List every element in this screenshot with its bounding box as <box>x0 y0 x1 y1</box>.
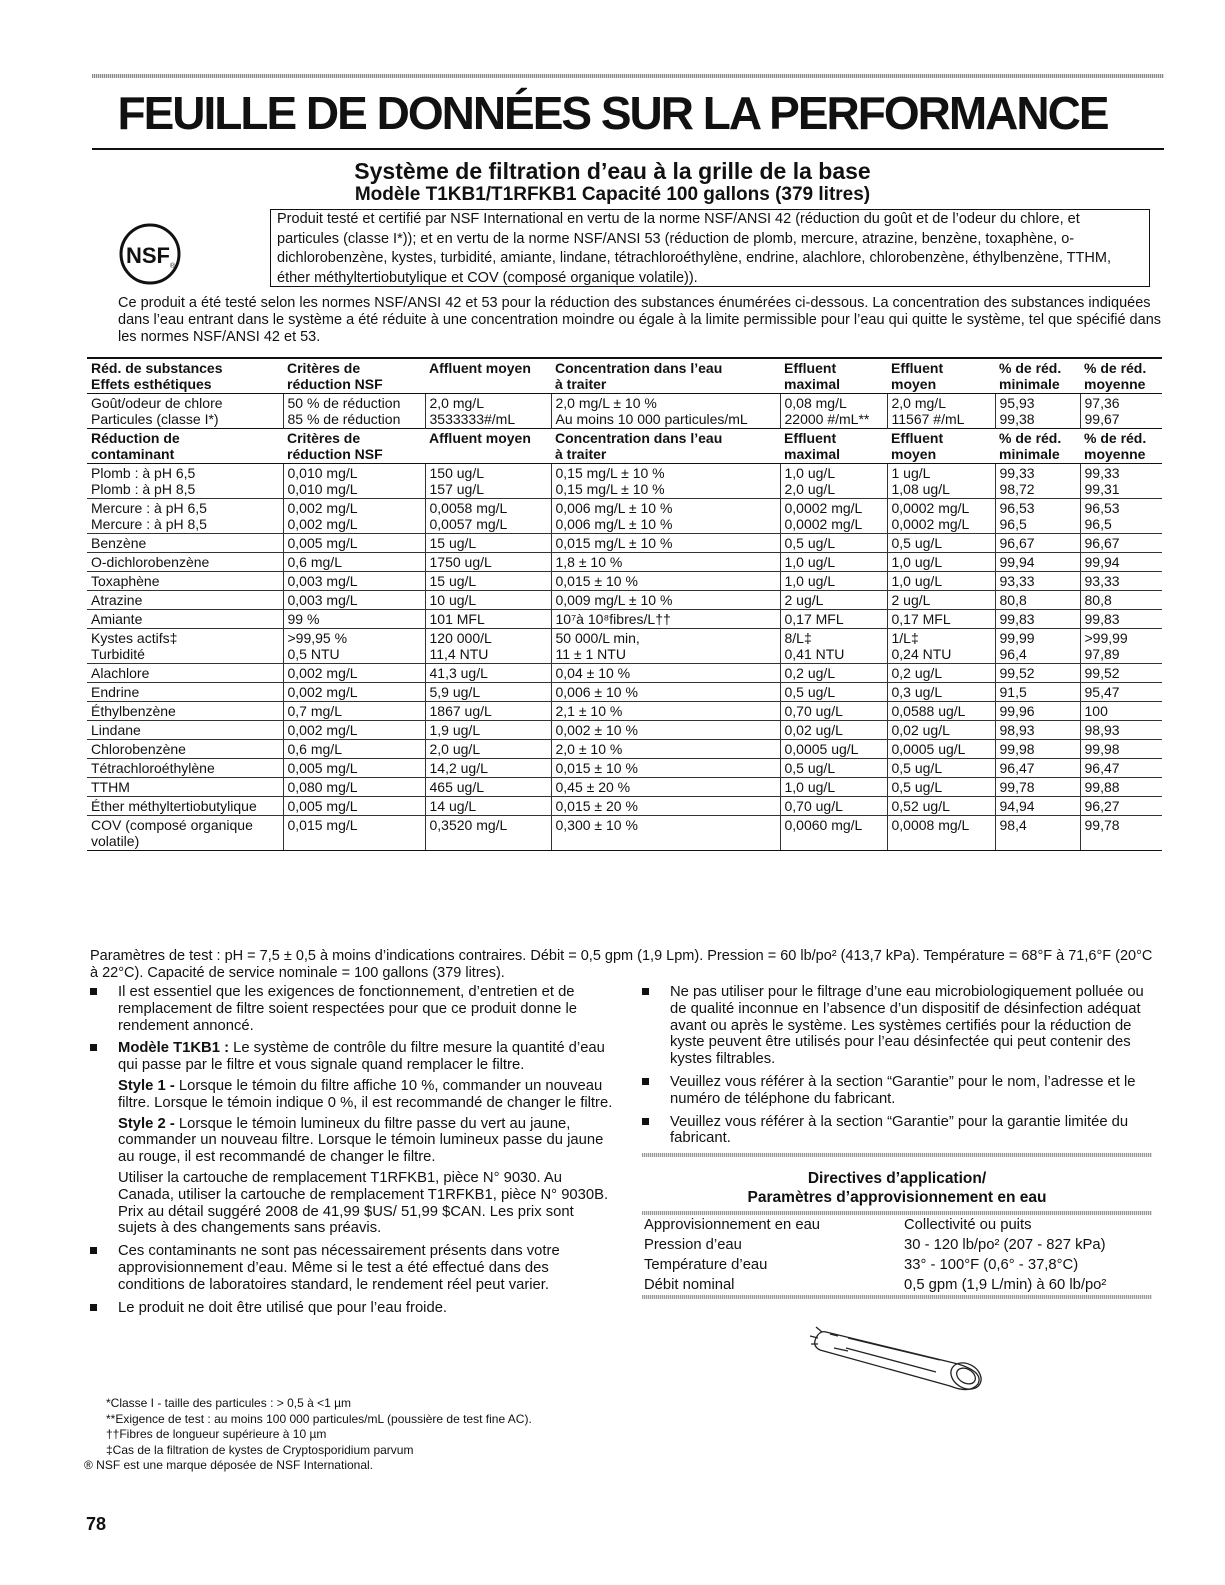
application-parameters-table <box>642 1215 1152 1295</box>
table-cell: 94,94 <box>995 797 1080 816</box>
table-cell: Chlorobenzène <box>87 740 283 759</box>
bullet-square-icon <box>90 1044 97 1051</box>
footnote: *Classe I - taille des particules : > 0,5 à <1 µm <box>106 1396 352 1410</box>
table-cell: Amiante <box>87 610 283 629</box>
table-cell: 98,4 <box>995 816 1080 851</box>
table-header-cell: Concentration dans l’eau à traiter <box>551 429 780 464</box>
table-cell: 0,005 mg/L <box>283 759 425 778</box>
intro-paragraph: Ce produit a été testé selon les normes NSF/ANSI 42 et 53 pour la réduction des substances énumérées ci-dessous. La concentration des substances indiquées dans l’eau entrant dans le système a été réduite à une concentration moindre ou égale à la limite permissible pour l’eau qui quitte le système, tel que spécifié dans les normes NSF/ANSI 42 et 53. <box>118 295 1162 345</box>
table-cell: 98,93 <box>995 721 1080 740</box>
table-cell: 2 ug/L <box>887 591 995 610</box>
table-header-cell: Concentration dans l’eau à traiter <box>551 358 780 394</box>
table-cell: 2,0 mg/L 11567 #/mL <box>887 394 995 429</box>
table-cell: 96,53 96,5 <box>1080 499 1162 534</box>
parameter-label: Pression d’eau <box>644 1237 742 1254</box>
table-cell: 14,2 ug/L <box>425 759 551 778</box>
table-cell: 99,52 <box>1080 664 1162 683</box>
table-cell: 0,6 mg/L <box>283 740 425 759</box>
table-cell: 1867 ug/L <box>425 702 551 721</box>
table-cell: 0,0005 ug/L <box>780 740 887 759</box>
application-parameter-row <box>642 1215 1152 1235</box>
table-header-row <box>87 358 1162 394</box>
table-cell: 99,96 <box>995 702 1080 721</box>
table-cell: 96,47 <box>995 759 1080 778</box>
table-cell: 0,006 ± 10 % <box>551 683 780 702</box>
table-cell: 0,17 MFL <box>780 610 887 629</box>
certification-box: Produit testé et certifié par NSF International en vertu de la norme NSF/ANSI 42 (réduction du goût et de l’odeur du chlore, et particules (classe I*)); et en vertu de la norme NSF/ANSI 53 (réduction de plomb, mercure, atrazine, benzène, toxaphène, o-dichlorobenzène, kystes, turbidité, amiante, lindane, tétrachloroéthylène, endrine, alachlore, chlorobenzène, éthylbenzène, TTHM, éther méthyltertiobutylique et COV (composé organique volatile)). <box>270 209 1150 287</box>
table-cell: 0,5 ug/L <box>887 759 995 778</box>
table-cell: 0,08 mg/L 22000 #/mL** <box>780 394 887 429</box>
table-cell: 99,98 <box>1080 740 1162 759</box>
table-header-cell: Affluent moyen <box>425 429 551 464</box>
table-cell: 2,0 mg/L 3533333#/mL <box>425 394 551 429</box>
table-cell: 0,015 mg/L <box>283 816 425 851</box>
table-cell: Benzène <box>87 534 283 553</box>
table-row <box>87 664 1162 683</box>
table-row <box>87 816 1162 851</box>
table-cell: 1/L‡ 0,24 NTU <box>887 629 995 664</box>
table-cell: 0,3 ug/L <box>887 683 995 702</box>
table-cell: 0,080 mg/L <box>283 778 425 797</box>
system-subtitle: Système de filtration d’eau à la grille de la base <box>354 158 871 184</box>
table-header-cell: % de réd. moyenne <box>1080 358 1162 394</box>
bullet-square-icon <box>642 1118 649 1125</box>
table-cell: 1,0 ug/L <box>887 553 995 572</box>
table-cell: 99,98 <box>995 740 1080 759</box>
table-cell: 99 % <box>283 610 425 629</box>
table-row <box>87 778 1162 797</box>
table-cell: Atrazine <box>87 591 283 610</box>
table-cell: 96,47 <box>1080 759 1162 778</box>
table-header-row <box>87 429 1162 464</box>
table-cell: 99,88 <box>1080 778 1162 797</box>
parameter-value: 33° - 100°F (0,6° - 37,8°C) <box>904 1257 1079 1274</box>
right-column <box>642 984 1152 1299</box>
table-cell: 15 ug/L <box>425 534 551 553</box>
table-header-cell: Effluent maximal <box>780 358 887 394</box>
table-cell: 99,94 <box>995 553 1080 572</box>
parameter-value: 30 - 120 lb/po² (207 - 827 kPa) <box>904 1237 1106 1254</box>
table-cell: 96,27 <box>1080 797 1162 816</box>
bullet-square-icon <box>90 1304 97 1311</box>
table-cell: 0,002 mg/L 0,002 mg/L <box>283 499 425 534</box>
table-cell: 0,0002 mg/L 0,0002 mg/L <box>780 499 887 534</box>
table-cell: 0,0005 ug/L <box>887 740 995 759</box>
test-parameters: Paramètres de test : pH = 7,5 ± 0,5 à moins d’indications contraires. Débit = 0,5 gpm (1,9 Lpm). Pression = 60 lb/po² (413,7 kPa). Température = 68°F à 71,6°F (20°C à 22°C). Capacité de service nominale = 100 gallons (379 litres). <box>90 948 1153 981</box>
table-row <box>87 572 1162 591</box>
table-cell: Lindane <box>87 721 283 740</box>
table-cell: 0,002 mg/L <box>283 721 425 740</box>
bullet-square-icon <box>642 988 649 995</box>
table-cell: Mercure : à pH 6,5 Mercure : à pH 8,5 <box>87 499 283 534</box>
table-row <box>87 553 1162 572</box>
table-cell: 0,17 MFL <box>887 610 995 629</box>
top-hatch-rule <box>92 74 1164 78</box>
table-cell: 2,1 ± 10 % <box>551 702 780 721</box>
table-cell: 0,5 ug/L <box>887 534 995 553</box>
table-cell: 96,67 <box>995 534 1080 553</box>
footnote: ® NSF est une marque déposée de NSF International. <box>84 1458 374 1472</box>
table-cell: 465 ug/L <box>425 778 551 797</box>
table-cell: 0,3520 mg/L <box>425 816 551 851</box>
table-cell: 0,015 ± 10 % <box>551 759 780 778</box>
table-cell: >99,99 97,89 <box>1080 629 1162 664</box>
table-cell: 99,99 96,4 <box>995 629 1080 664</box>
table-cell: 0,15 mg/L ± 10 % 0,15 mg/L ± 10 % <box>551 464 780 499</box>
footnote: ††Fibres de longueur supérieure à 10 µm <box>106 1427 327 1441</box>
table-row <box>87 740 1162 759</box>
table-cell: 0,52 ug/L <box>887 797 995 816</box>
table-cell: 0,5 ug/L <box>780 759 887 778</box>
table-cell: 0,2 ug/L <box>780 664 887 683</box>
table-cell: COV (composé organique volatile) <box>87 816 283 851</box>
table-row <box>87 721 1162 740</box>
table-cell: 95,47 <box>1080 683 1162 702</box>
bullet-square-icon <box>90 1247 97 1254</box>
table-cell: 0,5 ug/L <box>887 778 995 797</box>
parameter-value: 0,5 gpm (1,9 L/min) à 60 lb/po² <box>904 1277 1107 1294</box>
table-cell: 0,0058 mg/L 0,0057 mg/L <box>425 499 551 534</box>
table-header-cell: Affluent moyen <box>425 358 551 394</box>
table-cell: 93,33 <box>995 572 1080 591</box>
table-cell: 0,70 ug/L <box>780 797 887 816</box>
application-parameter-row <box>642 1235 1152 1255</box>
table-header-cell: Effluent maximal <box>780 429 887 464</box>
table-cell: 96,53 96,5 <box>995 499 1080 534</box>
table-cell: 99,83 <box>995 610 1080 629</box>
table-cell: Éthylbenzène <box>87 702 283 721</box>
directives-title: Directives d’application/ Paramètres d’approvisionnement en eau <box>747 1170 1047 1207</box>
table-header-cell: % de réd. minimale <box>995 358 1080 394</box>
table-cell: 1750 ug/L <box>425 553 551 572</box>
table-cell: 98,93 <box>1080 721 1162 740</box>
table-cell: 1,0 ug/L <box>780 778 887 797</box>
table-cell: 50 % de réduction 85 % de réduction <box>283 394 425 429</box>
table-cell: 0,005 mg/L <box>283 797 425 816</box>
performance-table <box>87 357 1162 851</box>
table-cell: 95,93 99,38 <box>995 394 1080 429</box>
table-cell: 0,04 ± 10 % <box>551 664 780 683</box>
table-cell: 1,0 ug/L 2,0 ug/L <box>780 464 887 499</box>
table-row <box>87 394 1162 429</box>
table-header-cell: Critères de réduction NSF <box>283 358 425 394</box>
table-row <box>87 683 1162 702</box>
style1-paragraph: Style 1 - Lorsque le témoin du filtre affiche 10 %, commander un nouveau filtre. Lorsque le témoin indique 0 %, il est recommandé de changer le filtre. <box>118 1077 613 1111</box>
table-header-cell: % de réd. minimale <box>995 429 1080 464</box>
application-parameter-row <box>642 1275 1152 1295</box>
table-row <box>87 702 1162 721</box>
table-header-cell: Effluent moyen <box>887 429 995 464</box>
table-cell: 2,0 ug/L <box>425 740 551 759</box>
bullet-square-icon <box>642 1078 649 1085</box>
table-cell: O-dichlorobenzène <box>87 553 283 572</box>
table-cell: 80,8 <box>995 591 1080 610</box>
table-cell: Éther méthyltertiobutylique <box>87 797 283 816</box>
table-cell: 15 ug/L <box>425 572 551 591</box>
table-cell: 0,5 ug/L <box>780 683 887 702</box>
bullet-item: Veuillez vous référer à la section “Garantie” pour la garantie limitée du fabricant. <box>642 1114 1152 1148</box>
bullet-item: Veuillez vous référer à la section “Garantie” pour le nom, l’adresse et le numéro de téléphone du fabricant. <box>642 1074 1152 1108</box>
table-header-cell: Effluent moyen <box>887 358 995 394</box>
table-cell: 50 000/L min, 11 ± 1 NTU <box>551 629 780 664</box>
table-cell: 0,7 mg/L <box>283 702 425 721</box>
table-cell: 99,33 98,72 <box>995 464 1080 499</box>
table-cell: 80,8 <box>1080 591 1162 610</box>
table-cell: 0,015 mg/L ± 10 % <box>551 534 780 553</box>
title-rule <box>92 148 1164 150</box>
bullet-square-icon <box>90 988 97 995</box>
table-cell: 0,002 ± 10 % <box>551 721 780 740</box>
table-cell: 1,9 ug/L <box>425 721 551 740</box>
application-parameter-row <box>642 1255 1152 1275</box>
page-title: FEUILLE DE DONNÉES SUR LA PERFORMANCE <box>117 87 1108 139</box>
table-cell: 1 ug/L 1,08 ug/L <box>887 464 995 499</box>
bullet-item: Le produit ne doit être utilisé que pour l’eau froide. <box>90 1300 615 1317</box>
table-cell: 99,94 <box>1080 553 1162 572</box>
table-header-cell: Réduction de contaminant <box>87 429 283 464</box>
table-cell: 99,83 <box>1080 610 1162 629</box>
table-cell: 0,5 ug/L <box>780 534 887 553</box>
bullet-item: Il est essentiel que les exigences de fonctionnement, d’entretien et de remplacement de filtre soient respectées pour que ce produit donne le rendement annoncé. <box>90 984 615 1034</box>
table-row <box>87 759 1162 778</box>
hatch-rule <box>642 1295 1152 1299</box>
table-cell: 8/L‡ 0,41 NTU <box>780 629 887 664</box>
page-number: 78 <box>86 1514 107 1534</box>
table-cell: >99,95 % 0,5 NTU <box>283 629 425 664</box>
table-cell: 0,009 mg/L ± 10 % <box>551 591 780 610</box>
table-row <box>87 534 1162 553</box>
table-cell: 150 ug/L 157 ug/L <box>425 464 551 499</box>
parameter-label: Température d’eau <box>644 1257 768 1274</box>
table-cell: 97,36 99,67 <box>1080 394 1162 429</box>
table-cell: 120 000/L 11,4 NTU <box>425 629 551 664</box>
table-cell: 1,0 ug/L <box>887 572 995 591</box>
style2-paragraph: Style 2 - Lorsque le témoin lumineux du filtre passe du vert au jaune, commander un nouveau filtre. Lorsque le témoin lumineux passe du jaune au rouge, il est recommandé de changer le filtre. <box>118 1115 604 1166</box>
table-cell: 0,015 ± 10 % <box>551 572 780 591</box>
footnote: ‡Cas de la filtration de kystes de Cryptosporidium parvum <box>106 1442 414 1457</box>
table-row <box>87 499 1162 534</box>
table-cell: 2,0 ± 10 % <box>551 740 780 759</box>
footnote: **Exigence de test : au moins 100 000 particules/mL (poussière de test fine AC). <box>106 1411 532 1426</box>
table-cell: 2,0 mg/L ± 10 % Au moins 10 000 particules/mL <box>551 394 780 429</box>
table-cell: 0,003 mg/L <box>283 572 425 591</box>
table-cell: 100 <box>1080 702 1162 721</box>
table-cell: 0,2 ug/L <box>887 664 995 683</box>
table-row <box>87 591 1162 610</box>
table-cell: 1,0 ug/L <box>780 553 887 572</box>
bullet-item: Ne pas utiliser pour le filtrage d’une eau microbiologiquement polluée ou de qualité inconnue en l’absence d’un dispositif de désinfection adéquat avant ou après le système. Les systèmes certifiés pour la réduction de kyste peuvent être utilisés pour l’eau désinfectée qui peut contenir des kystes filtrables. <box>642 984 1152 1068</box>
table-row <box>87 464 1162 499</box>
table-cell: Toxaphène <box>87 572 283 591</box>
table-cell: 0,0002 mg/L 0,0002 mg/L <box>887 499 995 534</box>
table-cell: Endrine <box>87 683 283 702</box>
table-cell: 0,300 ± 10 % <box>551 816 780 851</box>
table-cell: 1,8 ± 10 % <box>551 553 780 572</box>
svg-text:®: ® <box>170 263 176 270</box>
table-cell: 91,5 <box>995 683 1080 702</box>
table-cell: 1,0 ug/L <box>780 572 887 591</box>
parameter-label: Débit nominal <box>644 1277 735 1294</box>
bullet-item: Ces contaminants ne sont pas nécessairement présents dans votre approvisionnement d’eau. Même si le test a été effectué dans des conditions de laboratoires standard, le rendement réel peut varier. <box>90 1243 615 1293</box>
table-cell: 0,002 mg/L <box>283 664 425 683</box>
table-cell: 0,003 mg/L <box>283 591 425 610</box>
nsf-logo-text: NSF <box>126 243 170 268</box>
table-cell: 2 ug/L <box>780 591 887 610</box>
table-cell: 0,005 mg/L <box>283 534 425 553</box>
table-cell: 0,02 ug/L <box>887 721 995 740</box>
table-header-cell: Réd. de substances Effets esthétiques <box>87 358 283 394</box>
table-cell: 99,52 <box>995 664 1080 683</box>
table-cell: 41,3 ug/L <box>425 664 551 683</box>
table-cell: 0,6 mg/L <box>283 553 425 572</box>
filter-cartridge-image <box>808 1324 990 1394</box>
table-cell: 5,9 ug/L <box>425 683 551 702</box>
table-cell: 0,0008 mg/L <box>887 816 995 851</box>
table-cell: Kystes actifs‡ Turbidité <box>87 629 283 664</box>
table-cell: 10 ug/L <box>425 591 551 610</box>
footnotes <box>84 1396 784 1474</box>
table-cell: 99,33 99,31 <box>1080 464 1162 499</box>
table-cell: 0,02 ug/L <box>780 721 887 740</box>
model-capacity-line: Modèle T1KB1/T1RFKB1 Capacité 100 gallons (379 litres) <box>354 184 871 205</box>
table-header-cell: Critères de réduction NSF <box>283 429 425 464</box>
bullet-item-model: Modèle T1KB1 : Le système de contrôle du filtre mesure la quantité d’eau qui passe par le filtre et vous signale quand remplacer le filtre. Style 1 - Lorsque le témoin du filtre affiche 10 %, commander un nouveau filtre. Lorsque le témoin indique 0 %, il est recommandé de changer le filtre. Style 2 - Lorsque le témoin lumineux du filtre passe du vert au jaune, commander un nouveau filtre. Lorsque le témoin lumineux passe du jaune au rouge, il est recommandé de changer le filtre. Utiliser la cartouche de remplacement T1RFKB1, pièce N° 9030. Au Canada, utiliser la cartouche de remplacement T1RFKB1, pièce N° 9030B. Prix au détail suggéré 2008 de 41,99 $US/ 51,99 $CAN. Les prix sont sujets à des changements sans préavis. <box>90 1040 615 1237</box>
table-header-cell: % de réd. moyenne <box>1080 429 1162 464</box>
table-row <box>87 629 1162 664</box>
table-cell: 99,78 <box>995 778 1080 797</box>
table-cell: TTHM <box>87 778 283 797</box>
table-cell: Tétrachloroéthylène <box>87 759 283 778</box>
table-cell: 93,33 <box>1080 572 1162 591</box>
table-cell: 0,002 mg/L <box>283 683 425 702</box>
parameter-value: Collectivité ou puits <box>904 1217 1032 1234</box>
table-cell: Goût/odeur de chlore Particules (classe I*) <box>87 394 283 429</box>
left-column <box>90 984 615 1322</box>
table-cell: 0,015 ± 20 % <box>551 797 780 816</box>
table-cell: 99,78 <box>1080 816 1162 851</box>
table-cell: Alachlore <box>87 664 283 683</box>
table-row <box>87 797 1162 816</box>
table-cell: 0,70 ug/L <box>780 702 887 721</box>
hatch-rule <box>642 1153 1152 1157</box>
table-row <box>87 610 1162 629</box>
table-cell: 0,45 ± 20 % <box>551 778 780 797</box>
table-cell: 10⁷à 10⁸fibres/L†† <box>551 610 780 629</box>
table-cell: Plomb : à pH 6,5 Plomb : à pH 8,5 <box>87 464 283 499</box>
nsf-logo <box>118 222 182 286</box>
replacement-cartridge-paragraph: Utiliser la cartouche de remplacement T1RFKB1, pièce N° 9030. Au Canada, utiliser la cartouche de remplacement T1RFKB1, pièce N° 9030B. Prix au détail suggéré 2008 de 41,99 $US/ 51,99 $CAN. Les prix sont sujets à des changements sans préavis. <box>118 1169 609 1237</box>
table-cell: 96,67 <box>1080 534 1162 553</box>
table-cell: 101 MFL <box>425 610 551 629</box>
table-cell: 14 ug/L <box>425 797 551 816</box>
table-cell: 0,010 mg/L 0,010 mg/L <box>283 464 425 499</box>
table-cell: 0,006 mg/L ± 10 % 0,006 mg/L ± 10 % <box>551 499 780 534</box>
parameter-label: Approvisionnement en eau <box>644 1217 821 1234</box>
table-cell: 0,0060 mg/L <box>780 816 887 851</box>
table-cell: 0,0588 ug/L <box>887 702 995 721</box>
